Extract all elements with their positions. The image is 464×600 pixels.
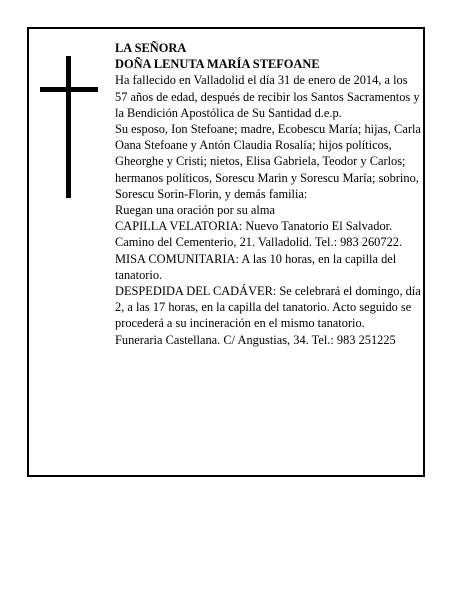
prayer-request: Ruegan una oración por su alma bbox=[115, 203, 275, 218]
cross-vertical-bar bbox=[66, 56, 71, 198]
obituary-notice bbox=[27, 27, 425, 477]
cross-horizontal-bar bbox=[40, 87, 98, 92]
death-announcement: Ha fallecido en Valladolid el día 31 de enero de 2014, a los 57 años de edad, después de recibir los Santos Sacramentos y la Bendición Apostólica de Su Santidad d.e.p. bbox=[115, 73, 420, 120]
cross-icon bbox=[40, 56, 98, 198]
notice-body bbox=[115, 40, 423, 348]
family-list: Su esposo, Ion Stefoane; madre, Ecobescu María; hijas, Carla Oana Stefoane y Antón Claudia Rosalía; hijos políticos, Gheorghe y Cristi; nietos, Elisa Gabriela, Teodor y Carlos; hermanos políticos, Sorescu Marin y Sorescu María; sobrino, Sorescu Sorin-Florin, y demás familia: bbox=[115, 122, 421, 201]
deceased-name: DOÑA LENUTA MARÍA STEFOANE bbox=[115, 57, 320, 72]
chapel-and-mass-info: CAPILLA VELATORIA: Nuevo Tanatorio El Salvador. Camino del Cementerio, 21. Valladolid. Tel.: 983 260722. MISA COMUNITARIA: A las 10 horas, en la capilla del tanatorio. bbox=[115, 219, 403, 282]
funeral-home-info: Funeraria Castellana. C/ Angustias, 34. Tel.: 983 251225 bbox=[115, 332, 396, 347]
farewell-info: DESPEDIDA DEL CADÁVER: Se celebrará el domingo, día 2, a las 17 horas, en la capilla del tanatorio. Acto seguido se procederá a su incineración en el mismo tanatorio. bbox=[115, 284, 421, 331]
notice-title-line1: LA SEÑORA bbox=[115, 41, 187, 55]
